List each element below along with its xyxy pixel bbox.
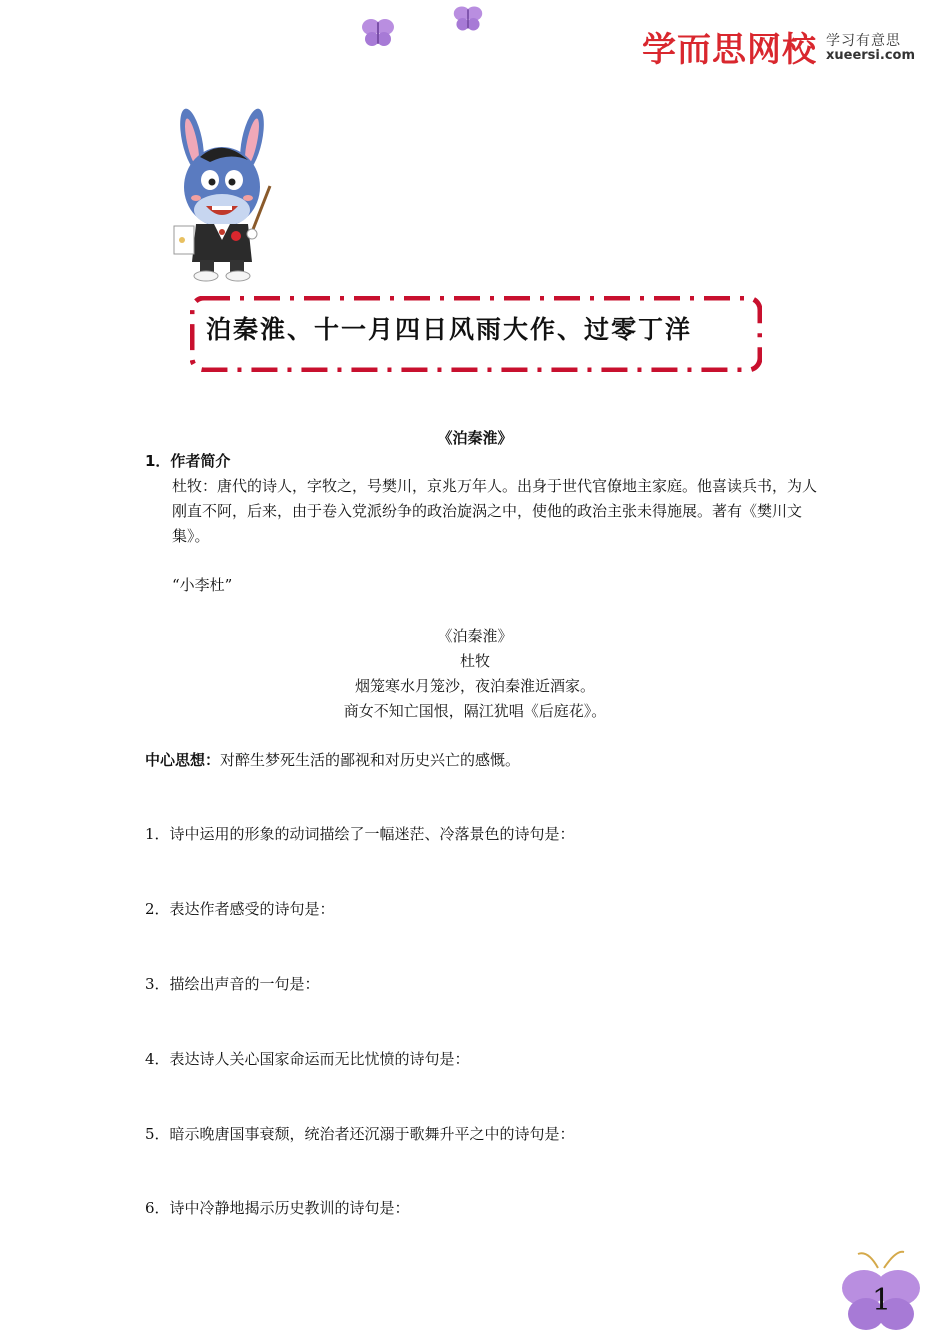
central-idea-text: 对醉生梦死生活的鄙视和对历史兴亡的感慨。 <box>220 751 521 769</box>
author-bio: 杜牧：唐代的诗人，字牧之，号樊川，京兆万年人。出身于世代官僚地主家庭。他喜读兵书，为人刚直不阿，后来，由于卷入党派纷争的政治旋涡之中，使他的政治主张未得施展。著有《樊川文集》。 <box>172 477 818 545</box>
question-item: 6．诗中冷静地揭示历史教训的诗句是： <box>145 1199 410 1217</box>
butterfly-icon <box>360 14 396 50</box>
poem-title: 《泊秦淮》 <box>437 627 513 645</box>
brand-url: xueersi.com <box>826 48 916 63</box>
poem-line: 烟笼寒水月笼沙，夜泊秦淮近酒家。 <box>354 677 595 695</box>
question-item: 2．表达作者感受的诗句是： <box>145 900 335 918</box>
question-item: 5．暗示晚唐国事衰颓，统治者还沉溺于歌舞升平之中的诗句是： <box>145 1125 575 1143</box>
poem-author: 杜牧 <box>459 652 490 670</box>
butterfly-icon <box>452 2 484 34</box>
author-nickname: “小李杜” <box>172 576 233 594</box>
donkey-mascot-icon <box>170 102 280 282</box>
question-item: 3．描绘出声音的一句是： <box>145 975 320 993</box>
question-item: 1．诗中运用的形象的动词描绘了一幅迷茫、冷落景色的诗句是： <box>145 825 575 843</box>
page-title: 泊秦淮、十一月四日风雨大作、过零丁洋 <box>206 315 693 344</box>
brand-name: 学而思网校 <box>642 30 817 70</box>
central-idea-label: 中心思想： <box>145 751 221 769</box>
question-item: 4．表达诗人关心国家命运而无比忧愤的诗句是： <box>145 1050 470 1068</box>
poem-line: 商女不知亡国恨，隔江犹唱《后庭花》。 <box>343 702 607 720</box>
poem-block <box>0 624 950 724</box>
central-idea <box>145 749 520 770</box>
section-heading: 1．作者简介 <box>145 452 231 470</box>
page-number: 1 <box>872 1283 892 1318</box>
brand-slogan: 学习有意思 <box>826 33 901 49</box>
section-title: 《泊秦淮》 <box>437 429 513 447</box>
